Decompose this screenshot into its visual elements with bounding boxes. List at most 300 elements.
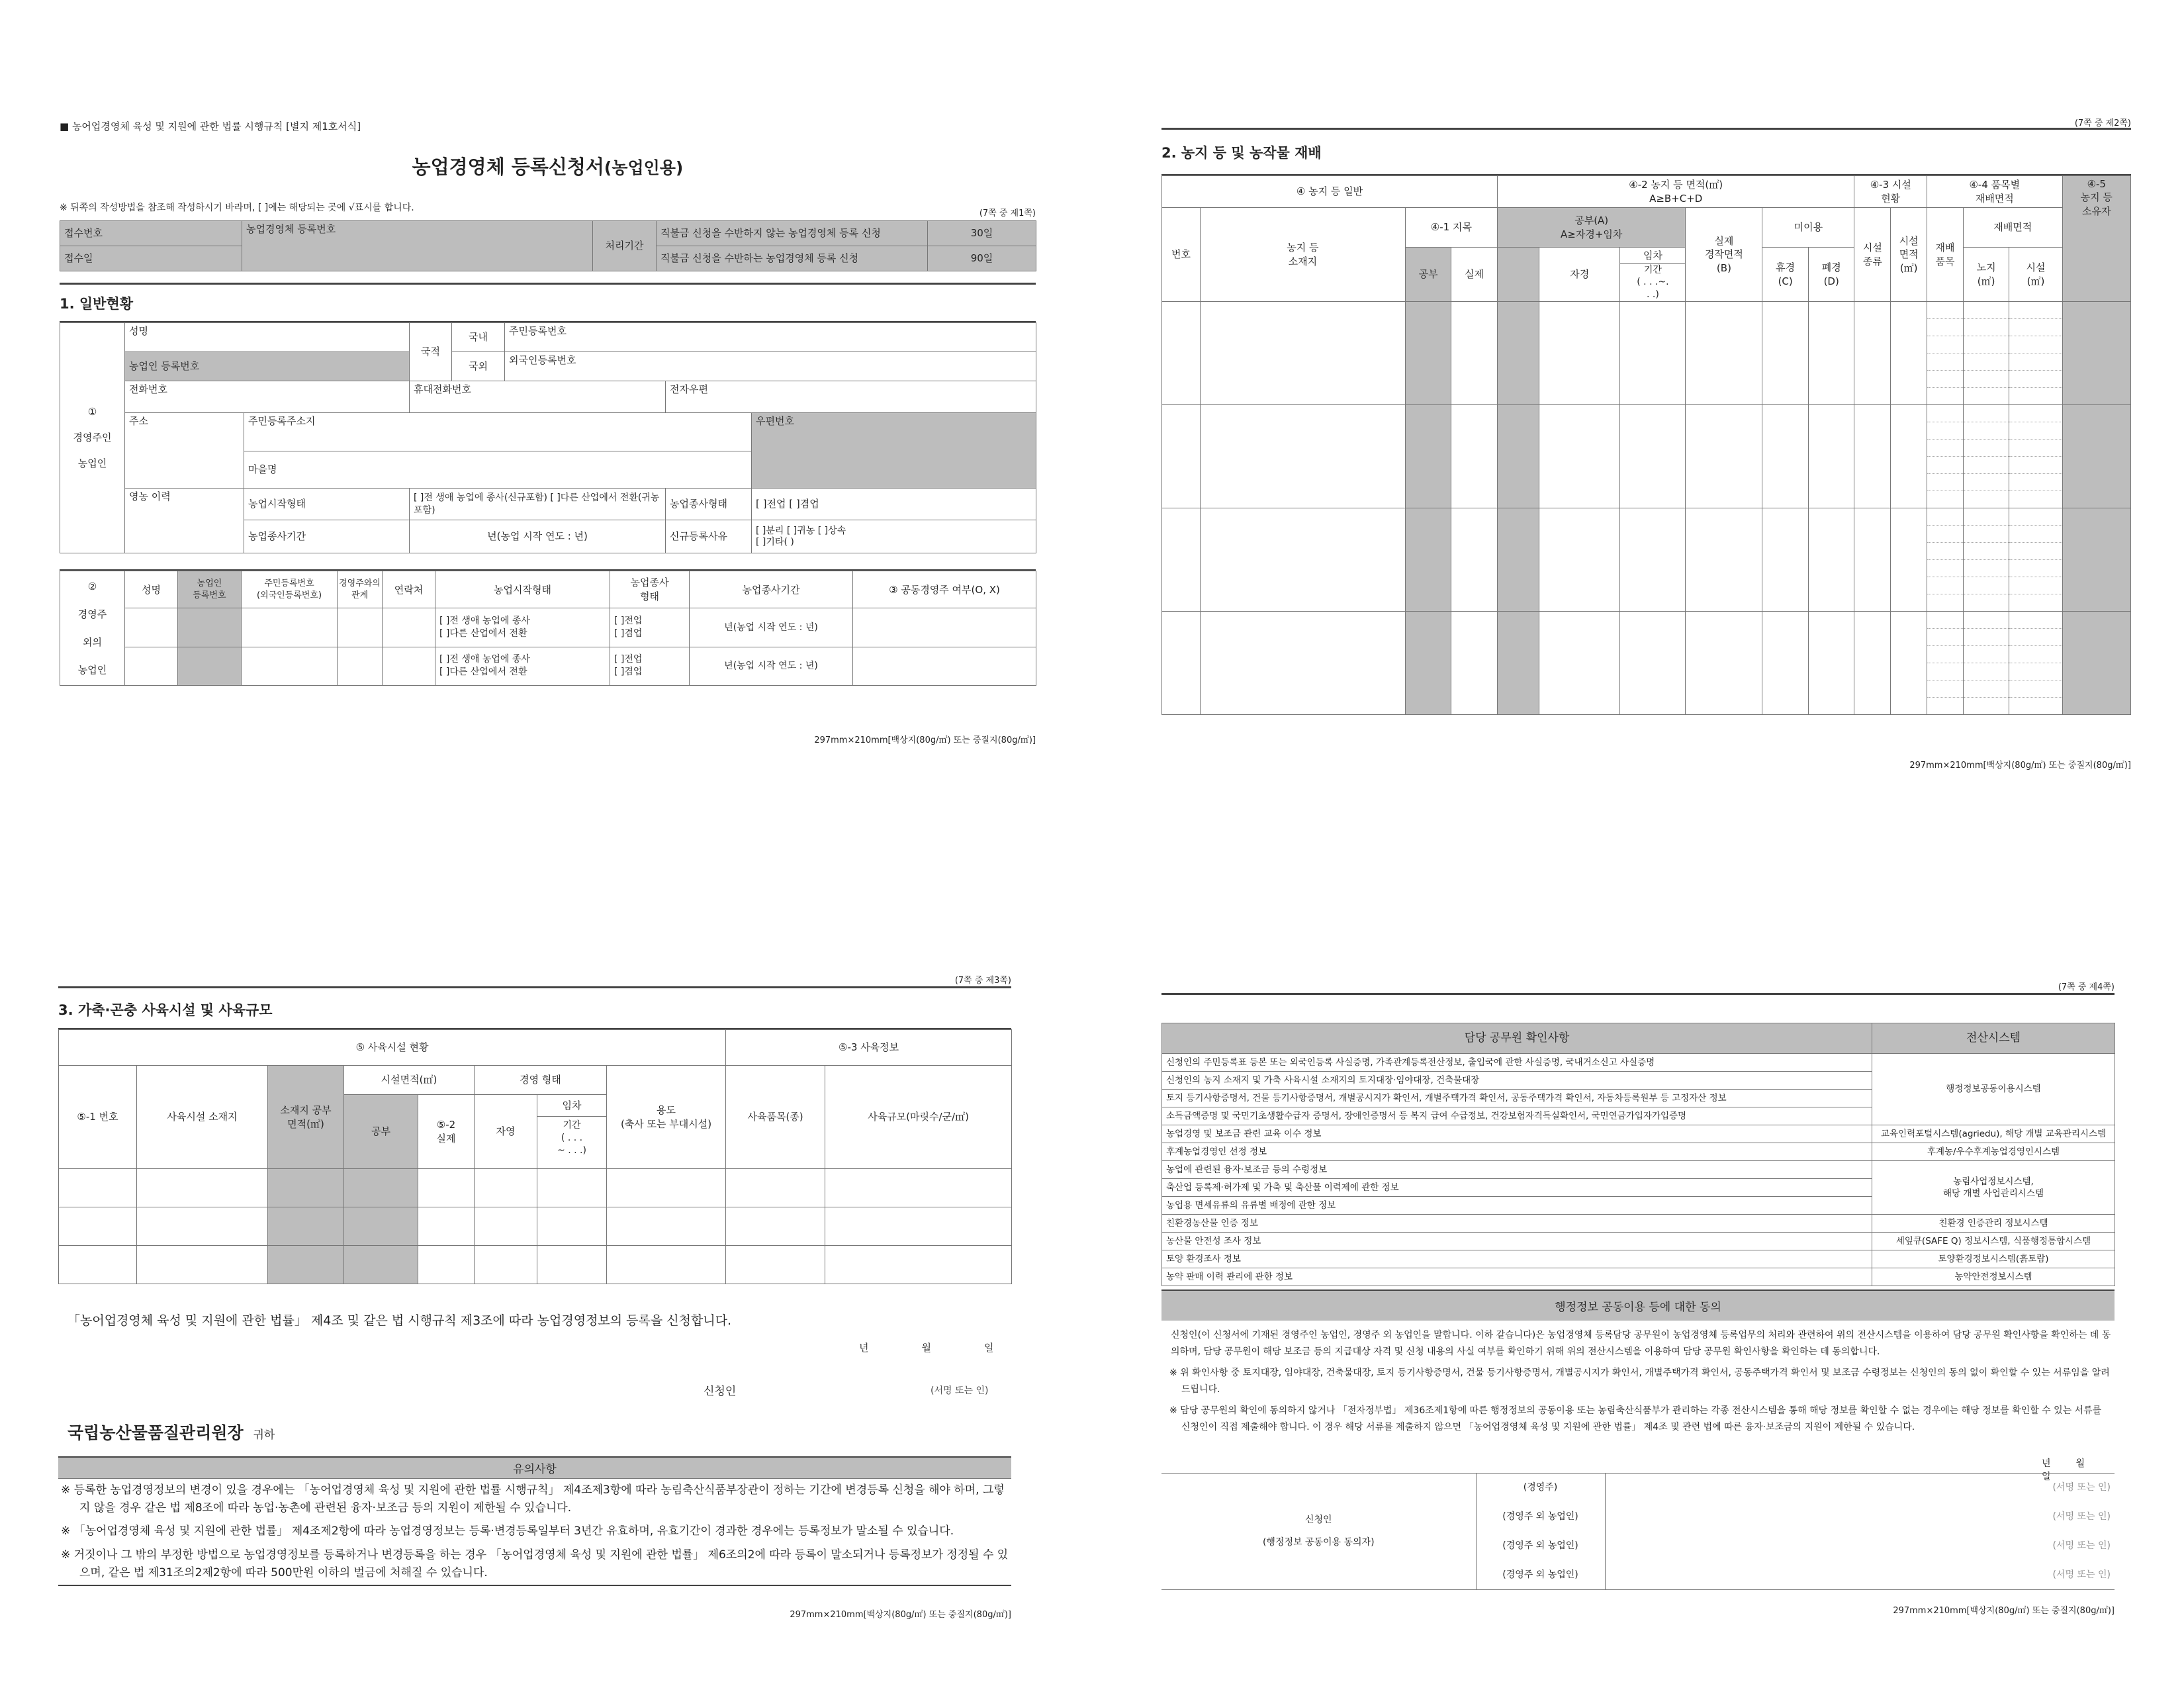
h-farmer-reg: 농업인 등록번호 xyxy=(178,571,242,608)
sub-line xyxy=(1927,353,1963,371)
sub-line xyxy=(1927,457,1963,474)
cell[interactable] xyxy=(825,1207,1012,1246)
sub-line xyxy=(1964,319,2009,336)
h-lease: 임차 기간 ( . . .~. . .) xyxy=(1620,248,1686,302)
sub-line xyxy=(1927,302,1963,319)
cell[interactable] xyxy=(418,1207,475,1246)
row2-name[interactable] xyxy=(125,647,178,685)
caution-box xyxy=(58,1456,1011,1586)
sub-line xyxy=(1964,526,2009,543)
cell[interactable] xyxy=(1539,405,1620,508)
h-fac-type: 시설 종류 xyxy=(1854,208,1891,302)
title-main: 농업경영체 등록신청서 xyxy=(412,156,604,178)
cell[interactable] xyxy=(1162,302,1201,405)
cell[interactable] xyxy=(1686,405,1762,508)
sub-line xyxy=(2009,319,2062,336)
h-open: 노지 (㎡) xyxy=(1963,248,2009,302)
sub-line xyxy=(2009,457,2062,474)
h-abandon: 폐경 (D) xyxy=(1808,248,1854,302)
p4-applicant: 신청인 (행정정보 공동이용 동의자) xyxy=(1161,1474,1476,1590)
h-start: 농업시작형태 xyxy=(435,571,610,608)
cell[interactable] xyxy=(726,1246,825,1284)
h-contact: 연락처 xyxy=(383,571,435,608)
cell xyxy=(2062,405,2130,508)
signature-table xyxy=(1161,1473,2115,1590)
table-row xyxy=(60,608,1036,647)
cell[interactable] xyxy=(726,1169,825,1207)
sub-line xyxy=(1927,594,1963,611)
sub-line xyxy=(1927,371,1963,388)
sub-line xyxy=(1927,612,1963,629)
h-name: 성명 xyxy=(125,571,178,608)
sub-line xyxy=(1964,543,2009,560)
cell xyxy=(2062,508,2130,612)
cell[interactable] xyxy=(726,1207,825,1246)
consent-title: 행정정보 공동이용 등에 대한 동의 xyxy=(1161,1289,2115,1321)
addressee-line: 국립농산물품질관리원장 귀하 xyxy=(68,1423,275,1442)
cell[interactable] xyxy=(537,1246,607,1284)
sub-line xyxy=(1964,560,2009,577)
page3-footer: 297mm×210mm[백상지(80g/㎡) 또는 중질지(80g/㎡)] xyxy=(790,1610,1011,1620)
table-row xyxy=(1162,612,2131,715)
cell xyxy=(268,1246,344,1284)
sub-line xyxy=(2009,388,2062,404)
cell[interactable] xyxy=(1162,405,1201,508)
sub-line xyxy=(2009,491,2062,508)
cell xyxy=(1497,302,1539,405)
cell[interactable] xyxy=(2009,612,2062,715)
cell[interactable] xyxy=(137,1207,268,1246)
table-row xyxy=(1162,1233,2115,1250)
table-row xyxy=(1162,302,2131,405)
row2-start-options[interactable]: [ ]전 생애 농업에 종사 [ ]다른 산업에서 전환 xyxy=(435,647,610,685)
sig3-sign[interactable]: (서명 또는 인) xyxy=(1605,1532,2115,1561)
verification-item: 친환경농산물 인증 정보 xyxy=(1162,1215,1872,1233)
email-field[interactable]: 전자우편 xyxy=(666,381,1036,413)
cell xyxy=(1405,612,1451,715)
owner-label: ① 경영주인 농업인 xyxy=(60,323,125,553)
cell xyxy=(2062,612,2130,715)
cell[interactable] xyxy=(1620,302,1686,405)
sig4-sign[interactable]: (서명 또는 인) xyxy=(1605,1561,2115,1590)
sub-line xyxy=(1964,629,2009,646)
cell[interactable] xyxy=(475,1169,537,1207)
sub-line xyxy=(1964,302,2009,319)
applicant-label: 신청인 xyxy=(704,1385,737,1398)
row1-resident[interactable] xyxy=(242,608,338,647)
sub-line xyxy=(1964,680,2009,698)
cell[interactable] xyxy=(59,1246,137,1284)
sub-line xyxy=(1964,405,2009,422)
page4-footer: 297mm×210mm[백상지(80g/㎡) 또는 중질지(80g/㎡)] xyxy=(1893,1606,2115,1616)
new-reason-options[interactable]: [ ]분리 [ ]귀농 [ ]상속 [ ]기타( ) xyxy=(752,520,1036,553)
cell[interactable] xyxy=(1927,302,1964,405)
row2-relation[interactable] xyxy=(338,647,383,685)
cell[interactable] xyxy=(1686,508,1762,612)
cell xyxy=(1497,612,1539,715)
period-label: 농업종사기간 xyxy=(244,520,410,553)
cell[interactable] xyxy=(137,1169,268,1207)
h-owner: ④-5 농지 등 소유자 xyxy=(2062,176,2130,302)
h-breed: 사육품목(종) xyxy=(726,1066,825,1169)
verification-item: 신청인의 농지 소재지 및 가축 사육시설 소재지의 토지대장·임야대장, 건축물대장 xyxy=(1162,1072,1872,1090)
sub-line xyxy=(1964,663,2009,680)
sub-line xyxy=(1927,440,1963,457)
row1-name[interactable] xyxy=(125,608,178,647)
sub-line xyxy=(2009,440,2062,457)
row1-farmer-reg xyxy=(178,608,242,647)
cell[interactable] xyxy=(1451,508,1498,612)
sub-line xyxy=(2009,577,2062,594)
sub-line xyxy=(1927,663,1963,680)
consent-box xyxy=(1161,1289,2115,1438)
sub-line xyxy=(1964,336,2009,353)
cell[interactable] xyxy=(1162,508,1201,612)
h-engage: 농업종사 형태 xyxy=(610,571,690,608)
postal-field: 우편번호 xyxy=(752,413,1036,489)
sub-line xyxy=(2009,371,2062,388)
cell[interactable] xyxy=(1451,302,1498,405)
h-scale: 사육규모(마릿수/군/㎡) xyxy=(825,1066,1012,1169)
sub-line xyxy=(1927,629,1963,646)
cell[interactable] xyxy=(1808,405,1854,508)
cell[interactable] xyxy=(418,1169,475,1207)
cell[interactable] xyxy=(607,1169,726,1207)
caution-1: ※ 등록한 농업경영정보의 변경이 있을 경우에는 「농어업경영체 육성 및 지원에 관한 법률 시행규칙」 제4조제3항에 따라 농림축산식품부장관이 정하는 기간에 변경등록 신청을 해야 하며, 그렇지 않을 경우 같은 법 제8조에 따라 농업·농촌에 관련된 융자·보조금 등의 지원이 제한될 수 있습니다. xyxy=(61,1483,1005,1515)
cell[interactable] xyxy=(607,1207,726,1246)
verification-item: 축산업 등록제·허가제 및 가축 및 축산물 이력제에 관한 정보 xyxy=(1162,1179,1872,1197)
consent-1: 신청인(이 신청서에 기재된 경영주인 농업인, 경영주 외 농업인을 말합니다. 이하 같습니다)은 농업경영체 등록담당 공무원이 농업경영체 등록업무의 처리와 관련하여 위의 전산시스템을 이용하여 담당 공무원 확인사항을 확인하는 데 동의하며, 담당 공무원이 해당 보조금 등의 지급대상 자격 및 신청 내용의 사실 여부를 확인하기 위해 위의 전산시스템을 이용하여 담당 공무원 확인사항을 확인하는 데 동의합니다. xyxy=(1171,1330,2111,1357)
resident-addr-field[interactable]: 주민등록주소지 xyxy=(244,413,752,451)
cell[interactable] xyxy=(1808,302,1854,405)
sub-line xyxy=(1964,698,2009,714)
cell[interactable] xyxy=(1891,508,1927,612)
cell[interactable] xyxy=(1762,405,1809,508)
verification-item: 농업에 관련된 융자·보조금 등의 수령정보 xyxy=(1162,1161,1872,1179)
receipt-box xyxy=(60,220,1036,271)
verification-item: 토지 등기사항증명서, 건물 등기사항증명서, 개별공시지가 확인서, 개별주택가격 확인서, 공동주택가격 확인서, 자동차등록원부 등 고정자산 정보 xyxy=(1162,1090,1872,1107)
cell[interactable] xyxy=(59,1207,137,1246)
cell xyxy=(2062,302,2130,405)
cell[interactable] xyxy=(1963,508,2009,612)
cell xyxy=(344,1246,418,1284)
verification-table xyxy=(1161,1023,2115,1286)
cell[interactable] xyxy=(607,1246,726,1284)
sub-line xyxy=(1964,491,2009,508)
cell[interactable] xyxy=(1927,612,1964,715)
table-row xyxy=(1162,1125,2115,1143)
days1-value: 30일 xyxy=(928,221,1036,246)
h-fac-area: 시설 면적 (㎡) xyxy=(1891,208,1927,302)
cell[interactable] xyxy=(1854,405,1891,508)
sig3-label: (경영주 외 농업인) xyxy=(1502,1540,1578,1552)
h-jimok-official: 공부 xyxy=(1405,248,1451,302)
sub-line xyxy=(2009,336,2062,353)
h-general: ④ 농지 등 일반 xyxy=(1162,176,1498,208)
sub-line xyxy=(2009,526,2062,543)
cell[interactable] xyxy=(59,1169,137,1207)
table-row xyxy=(59,1207,1012,1246)
sub-line xyxy=(2009,663,2062,680)
notice-text: ※ 뒤쪽의 작성방법을 참조해 작성하시기 바라며, [ ]에는 해당되는 곳에 √표시를 합니다. xyxy=(60,203,414,213)
cell[interactable] xyxy=(1927,508,1964,612)
sub-line xyxy=(1964,612,2009,629)
cell[interactable] xyxy=(1963,405,2009,508)
verification-item: 농업경영 및 보조금 관련 교육 이수 정보 xyxy=(1162,1125,1872,1143)
system-name: 후계농/우수후계농업경영인시스템 xyxy=(1872,1143,2115,1161)
village-field[interactable]: 마을명 xyxy=(244,451,752,489)
cell[interactable] xyxy=(1451,612,1498,715)
owner-table xyxy=(60,321,1036,553)
cell[interactable] xyxy=(2009,508,2062,612)
verification-item: 농약 판매 이력 관리에 관한 정보 xyxy=(1162,1268,1872,1286)
cell[interactable] xyxy=(1963,612,2009,715)
case1-text: 직불금 신청을 수반하지 않는 농업경영체 등록 신청 xyxy=(657,221,928,246)
cell[interactable] xyxy=(1200,508,1405,612)
days2-value: 90일 xyxy=(928,246,1036,271)
table-row xyxy=(1162,1250,2115,1268)
verification-item: 후계농업경영인 선정 정보 xyxy=(1162,1143,1872,1161)
p4-date-line[interactable]: 년 월일 xyxy=(2042,1458,2085,1482)
h-resident: 주민등록번호 (외국인등록번호) xyxy=(242,571,338,608)
cell[interactable] xyxy=(137,1246,268,1284)
h-area: ④-2 농지 등 면적(㎡) A≥B+C+D xyxy=(1497,176,1854,208)
h-status: ⑤ 사육시설 현황 xyxy=(59,1030,726,1066)
page-3 xyxy=(58,973,1011,1635)
cell xyxy=(344,1169,418,1207)
h-fallow: 휴경 (C) xyxy=(1762,248,1809,302)
cell[interactable] xyxy=(537,1169,607,1207)
h-system: 전산시스템 xyxy=(1872,1023,2115,1054)
h-official-area: 소재지 공부 면적(㎡) xyxy=(268,1066,344,1169)
period-value[interactable]: 년(농업 시작 연도 : 년) xyxy=(410,520,666,553)
cell[interactable] xyxy=(1451,405,1498,508)
divider xyxy=(60,283,1036,285)
receipt-no-label: 접수번호 xyxy=(60,221,242,246)
cell[interactable] xyxy=(1808,612,1854,715)
consent-2: ※ 위 확인사항 중 토지대장, 임야대장, 건축물대장, 토지 등기사항증명서, 건물 등기사항증명서, 개별공시지가 확인서, 개별주택가격 확인서, 공동주택가격 확인서 및 보조금 수령정보는 신청인의 동의 없이 확인할 수 있는 서류임을 알려드립니다. xyxy=(1169,1368,2110,1395)
sub-line xyxy=(1927,680,1963,698)
engage-type-label: 농업종사형태 xyxy=(666,489,752,520)
table-row xyxy=(1162,508,2131,612)
table-row xyxy=(1162,1268,2115,1286)
cell xyxy=(1497,405,1539,508)
sub-line xyxy=(2009,612,2062,629)
cell[interactable] xyxy=(1762,302,1809,405)
sub-line xyxy=(1927,474,1963,491)
h-joint: ③ 공동경영주 여부(O, X) xyxy=(853,571,1036,608)
h-number: 번호 xyxy=(1162,208,1201,302)
row1-period[interactable]: 년(농업 시작 연도 : 년) xyxy=(690,608,853,647)
cell xyxy=(1405,508,1451,612)
sub-line xyxy=(1964,577,2009,594)
row1-joint[interactable] xyxy=(853,608,1036,647)
cell[interactable] xyxy=(1963,302,2009,405)
row2-period[interactable]: 년(농업 시작 연도 : 년) xyxy=(690,647,853,685)
new-reason-label: 신규등록사유 xyxy=(666,520,752,553)
page-number: (7쪽 중 제2쪽) xyxy=(2074,118,2131,128)
phone-field[interactable]: 전화번호 xyxy=(125,381,410,413)
cell[interactable] xyxy=(1808,508,1854,612)
cell[interactable] xyxy=(825,1169,1012,1207)
h-mgmt: 경영 형태 xyxy=(475,1066,607,1095)
resident-no-field[interactable]: 주민등록번호 xyxy=(505,323,1036,352)
sub-line xyxy=(1964,646,2009,663)
table-row xyxy=(1162,405,2131,508)
verification-item: 토양 환경조사 정보 xyxy=(1162,1250,1872,1268)
row2-resident[interactable] xyxy=(242,647,338,685)
sub-line xyxy=(1927,577,1963,594)
row2-engage-options[interactable]: [ ]전업 [ ]겸업 xyxy=(610,647,690,685)
h-crop: ④-4 품목별 재배면적 xyxy=(1927,176,2062,208)
cell[interactable] xyxy=(2009,302,2062,405)
foreigner-no-field[interactable]: 외국인등록번호 xyxy=(505,352,1036,381)
section2-title: 2. 농지 등 및 농작물 재배 xyxy=(1161,145,1322,161)
cell[interactable] xyxy=(1539,612,1620,715)
start-type-options[interactable]: [ ]전 생애 농업에 종사(신규포함) [ ]다른 산업에서 전환(귀농포함) xyxy=(410,489,666,520)
cell[interactable] xyxy=(537,1207,607,1246)
system-name: 토양환경정보시스템(흙토람) xyxy=(1872,1250,2115,1268)
cell xyxy=(268,1207,344,1246)
page-title xyxy=(60,152,1036,179)
page-2 xyxy=(1161,116,2131,778)
cell[interactable] xyxy=(1200,405,1405,508)
sub-line xyxy=(1927,560,1963,577)
cell[interactable] xyxy=(1620,508,1686,612)
farmer-reg-field: 농업인 등록번호 xyxy=(125,352,410,381)
cell[interactable] xyxy=(1200,302,1405,405)
cell[interactable] xyxy=(1854,508,1891,612)
table-row xyxy=(1162,1143,2115,1161)
sub-line xyxy=(1964,371,2009,388)
h-unused: 미이용 xyxy=(1762,208,1854,248)
divider xyxy=(1161,993,2115,995)
cell[interactable] xyxy=(1762,508,1809,612)
domestic-label: 국내 xyxy=(452,323,505,352)
cell[interactable] xyxy=(1620,612,1686,715)
sub-line xyxy=(2009,629,2062,646)
sub-line xyxy=(1927,698,1963,714)
sub-line xyxy=(1964,422,2009,440)
cell[interactable] xyxy=(1162,612,1201,715)
row1-contact[interactable] xyxy=(383,608,435,647)
sub-line xyxy=(2009,543,2062,560)
table-row xyxy=(60,647,1036,685)
sub-line xyxy=(2009,353,2062,371)
h-jimok-actual: 실제 xyxy=(1451,248,1498,302)
row2-joint[interactable] xyxy=(853,647,1036,685)
page-number: (7쪽 중 제4쪽) xyxy=(2058,982,2115,992)
mobile-field[interactable]: 휴대전화번호 xyxy=(410,381,666,413)
start-type-label: 농업시작형태 xyxy=(244,489,410,520)
h-crop-item: 재배 품목 xyxy=(1927,208,1964,302)
applicant-sign[interactable]: (서명 또는 인) xyxy=(931,1385,989,1396)
row1-engage-options[interactable]: [ ]전업 [ ]겸업 xyxy=(610,608,690,647)
cell[interactable] xyxy=(1891,405,1927,508)
cell[interactable] xyxy=(1620,405,1686,508)
verification-item: 농업용 면세유류의 유류별 배정에 관한 정보 xyxy=(1162,1197,1872,1215)
h-self: 자영 xyxy=(475,1095,537,1169)
sub-line xyxy=(1927,491,1963,508)
cell[interactable] xyxy=(1539,302,1620,405)
h-location: 농지 등 소재지 xyxy=(1200,208,1405,302)
section1-title: 1. 일반현황 xyxy=(60,296,134,312)
foreign-label: 국외 xyxy=(452,352,505,381)
cell xyxy=(344,1207,418,1246)
h-jimok: ④-1 지목 xyxy=(1405,208,1497,248)
cell[interactable] xyxy=(1927,405,1964,508)
sub-line xyxy=(1927,319,1963,336)
cell[interactable] xyxy=(1854,612,1891,715)
farmland-table xyxy=(1161,174,2131,715)
row2-contact[interactable] xyxy=(383,647,435,685)
page2-footer: 297mm×210mm[백상지(80g/㎡) 또는 중질지(80g/㎡)] xyxy=(1909,761,2131,771)
cell[interactable] xyxy=(475,1246,537,1284)
table-row xyxy=(1162,1215,2115,1233)
case2-text: 직불금 신청을 수반하는 농업경영체 등록 신청 xyxy=(657,246,928,271)
nationality-label: 국적 xyxy=(410,323,452,381)
divider xyxy=(1161,128,2131,130)
reg-no-label: 농업경영체 등록번호 xyxy=(242,221,593,271)
page-4 xyxy=(1161,980,2115,1642)
livestock-rows xyxy=(59,1169,1012,1284)
verification-item: 농산물 안전성 조사 정보 xyxy=(1162,1233,1872,1250)
cell xyxy=(1497,508,1539,612)
sig1-sign[interactable]: (서명 또는 인) xyxy=(1605,1474,2115,1503)
h-fac-area: 시설면적(㎡) xyxy=(344,1066,475,1095)
cell[interactable] xyxy=(1891,612,1927,715)
sub-line xyxy=(1927,336,1963,353)
cell[interactable] xyxy=(1854,302,1891,405)
cell[interactable] xyxy=(2009,405,2062,508)
name-field[interactable]: 성명 xyxy=(125,323,410,352)
page-number: (7쪽 중 제1쪽) xyxy=(979,209,1036,218)
verification-item: 신청인의 주민등록표 등본 또는 외국인등록 사실증명, 가족관계등록전산정보, 출입국에 관한 사실증명, 국내거소신고 사실증명 xyxy=(1162,1054,1872,1072)
engage-type-options[interactable]: [ ]전업 [ ]겸업 xyxy=(752,489,1036,520)
cell[interactable] xyxy=(1762,612,1809,715)
cell[interactable] xyxy=(418,1246,475,1284)
row1-relation[interactable] xyxy=(338,608,383,647)
h-gongbu-blank xyxy=(1497,248,1539,302)
cell[interactable] xyxy=(1891,302,1927,405)
cell[interactable] xyxy=(1686,612,1762,715)
sub-line xyxy=(2009,594,2062,611)
sub-line xyxy=(1927,405,1963,422)
h-location: 사육시설 소재지 xyxy=(137,1066,268,1169)
caution-2: ※ 「농어업경영체 육성 및 지원에 관한 법률」 제4조제2항에 따라 농업경영정보는 등록·변경등록일부터 3년간 유효하며, 유효기간이 경과한 경우에는 등록정보가 말소될 수 있습니다. xyxy=(61,1524,954,1538)
date-line[interactable]: 년 월 일 xyxy=(859,1342,994,1354)
h-gongbu: 공부(A) A≥자경+임차 xyxy=(1497,208,1686,248)
divider xyxy=(58,986,1011,988)
address-label: 주소 xyxy=(125,413,244,489)
h-relation: 경영주와의 관계 xyxy=(338,571,383,608)
processing-label: 처리기간 xyxy=(593,221,657,271)
system-name: 세잎큐(SAFE Q) 정보시스템, 식품행정통합시스템 xyxy=(1872,1233,2115,1250)
h-facility: ④-3 시설 현황 xyxy=(1854,176,1927,208)
cell[interactable] xyxy=(1686,302,1762,405)
sig2-sign[interactable]: (서명 또는 인) xyxy=(1605,1503,2115,1532)
consent-3: ※ 담당 공무원의 확인에 동의하지 않거나 「전자정부법」 제36조제1항에 따른 행정정보의 공동이용 또는 농림축산식품부가 관리하는 각종 전산시스템을 통해 해당 정보를 확인할 수 없는 경우에는 해당 정보를 확인할 수 있는 서류를 신청인이 직접 제출해야 합니다. 이 경우 해당 서류를 제출하지 않으면 「농어업경영체 육성 및 지원에 관한 법률」 제4조 및 관련 법에 따른 융자·보조금의 지원이 제한될 수 있습니다. xyxy=(1169,1405,2102,1432)
system-name: 행정정보공동이용시스템 xyxy=(1872,1054,2115,1125)
sub-line xyxy=(2009,508,2062,526)
farmland-rows xyxy=(1162,302,2131,715)
cell[interactable] xyxy=(825,1246,1012,1284)
cell[interactable] xyxy=(1200,612,1405,715)
cell[interactable] xyxy=(1539,508,1620,612)
others-table xyxy=(60,569,1036,686)
row1-start-options[interactable]: [ ]전 생애 농업에 종사 [ ]다른 산업에서 전환 xyxy=(435,608,610,647)
cell[interactable] xyxy=(475,1207,537,1246)
